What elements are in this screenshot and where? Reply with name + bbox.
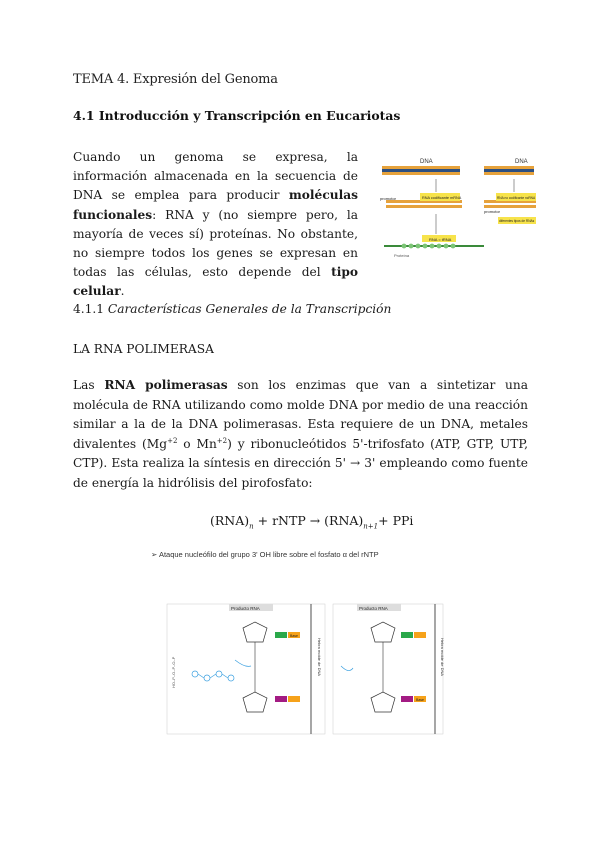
eq-lhs: (RNA)	[210, 513, 250, 528]
fig1-bottom-label: Proteína	[394, 253, 410, 258]
para-text-3: ) y ribonucleótidos 5'-trifosfato (ATP, GTP, UTP, CTP). Esta realiza la síntesis en dirección 5' → 3' empleando como fuente de energía la hidrólisis del pirofosfato:	[73, 436, 528, 490]
subheading-polymerase: LA RNA POLIMERASA	[73, 342, 214, 356]
fig1-label-left: DNA	[420, 159, 433, 165]
fig2-left-triphosphate	[192, 660, 251, 681]
fig1-box3-text: RNA no codificante ncRNA	[497, 196, 536, 200]
intro-paragraph	[73, 148, 358, 302]
eq-end: + PPi	[378, 513, 414, 528]
subsection-heading	[73, 302, 391, 316]
polymerase-paragraph	[73, 376, 528, 494]
nucleophilic-attack-figure	[145, 548, 445, 740]
fig2-left-base-bottom-2	[288, 696, 300, 702]
eq-lhs-sub: n	[249, 522, 254, 531]
fig2-right-sugar-top	[371, 622, 395, 642]
fig2-right-base-top	[401, 632, 413, 638]
fig2-left-sugar-bottom	[243, 692, 267, 712]
eq-rhs-sub: n+1	[363, 522, 379, 531]
fig2-right-base-bottom	[401, 696, 413, 702]
fig2-left-panel	[167, 604, 325, 734]
fig2-left-base-bottom	[275, 696, 287, 702]
fig2-bullet-text: ➢ Ataque nucleófilo del grupo 3' OH libre sobre el fosfato α del rNTP	[151, 550, 379, 559]
intro-bold-2: tipo celular	[73, 265, 358, 299]
fig2-left-side: HO–P–O–P–O–P	[171, 656, 176, 688]
fig2-bullet-wrap	[151, 550, 411, 576]
dna-bridge-right	[484, 169, 534, 172]
para-text-1: son los enzimas que van a sintetizar una molécula de RNA utilizando como molde DNA por medio de una reacción similar a la de la DNA polimerasas. Esta requiere de un DNA, metales divalentes (Mg	[73, 378, 528, 451]
fig1-promoter: promotor	[380, 196, 397, 201]
dna-strand-bottom-right	[484, 172, 534, 175]
fig2-right-base-top-2	[414, 632, 426, 638]
section-heading: 4.1 Introducción y Transcripción en Eucariotas	[73, 108, 401, 123]
fig1-box1-text: RNA codificante mRNA	[422, 196, 462, 200]
reaction-equation	[210, 513, 414, 531]
fig2-right-side-label: Hebra molde de DNA	[440, 638, 445, 677]
dna-strand-2b-left	[386, 205, 462, 208]
fig2-left-title: Producto RNA	[231, 606, 260, 611]
intro-bold-1: moléculas funcionales	[73, 188, 358, 222]
para-sup-2: +2	[216, 436, 228, 445]
fig2-right-sugar-bottom	[371, 692, 395, 712]
fig2-left-sugar-top	[243, 622, 267, 642]
document-title: TEMA 4. Expresión del Genoma	[73, 72, 278, 87]
dna-bridge-left	[382, 169, 460, 172]
fig1-promoter-2: promotor	[484, 209, 501, 214]
para-text-2: o Mn	[177, 436, 217, 451]
fig1-box4-text: diferentes tipos de RNAs	[499, 219, 535, 223]
para-bold: RNA polimerasas	[104, 378, 228, 392]
para-sup-1: +2	[167, 436, 178, 445]
dna-strand-bottom-left	[382, 172, 460, 175]
eq-middle: + rNTP → (RNA)	[253, 513, 364, 528]
para-text-0: Las	[73, 378, 105, 392]
fig2-right-base-text: Base	[416, 698, 424, 702]
fig2-left-base-text: Base	[290, 634, 298, 638]
intro-text-2: : RNA y (no siempre pero, la mayoría de veces sí) proteínas. No obstante, no siempre todos los genes se expresan en todas las células, esto depende del	[73, 207, 358, 280]
subsection-number: 4.1.1	[73, 302, 105, 316]
intro-text-3: .	[120, 284, 125, 299]
fig2-left-side-label: Hebra molde de DNA	[317, 638, 322, 677]
fig2-right-panel	[333, 604, 443, 734]
dna-strand-top-left	[382, 166, 460, 169]
dna-strand-top-right	[484, 166, 534, 169]
fig1-box2-text: RNA = tRNA	[429, 237, 452, 242]
fig2-left-base-top	[275, 632, 287, 638]
dna-strand-2b-right	[484, 205, 536, 208]
fig1-label-right: DNA	[515, 159, 528, 165]
fig2-right-title: Producto RNA	[359, 606, 388, 611]
subsection-title: Características Generales de la Transcripción	[107, 302, 392, 316]
dna-expression-figure	[376, 156, 538, 262]
fig2-right-arrow	[341, 666, 353, 671]
intro-text-1: Cuando un genoma se expresa, la información almacenada en la secuencia de DNA se emplea para producir	[73, 150, 358, 203]
